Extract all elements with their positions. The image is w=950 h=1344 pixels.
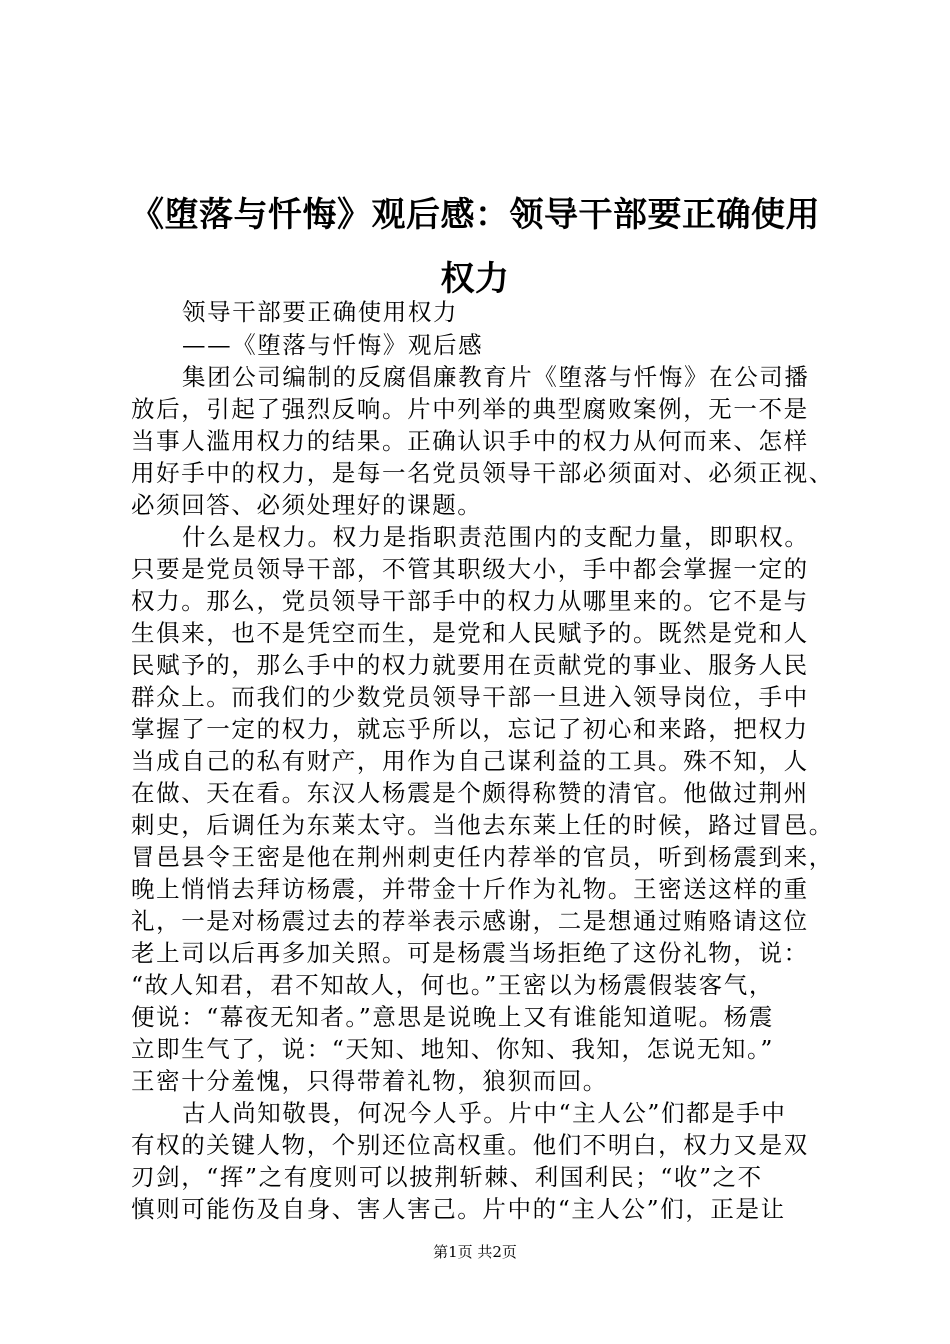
title-line-1: 《堕落与忏悔》观后感：领导干部要正确使用 bbox=[130, 195, 820, 235]
paragraph-1-line: 用好手中的权力，是每一名党员领导干部必须面对、必须正视、 bbox=[131, 459, 834, 487]
paragraph-2-line: 什么是权力。权力是指职责范围内的支配力量，即职权。 bbox=[182, 523, 810, 551]
paragraph-3-line: 刃剑，“挥”之有度则可以披荆斩棘、利国利民；“收”之不 bbox=[131, 1163, 763, 1191]
subtitle-sub: ——《堕落与忏悔》观后感 bbox=[182, 331, 484, 359]
paragraph-1-line: 必须回答、必须处理好的课题。 bbox=[131, 491, 483, 519]
paragraph-2-line: 王密十分羞愧，只得带着礼物，狼狈而回。 bbox=[131, 1067, 608, 1095]
paragraph-2-line: “故人知君，君不知故人，何也。”王密以为杨震假装客气， bbox=[131, 971, 774, 999]
page-number-footer: 第1页 共2页 bbox=[433, 1243, 517, 1261]
paragraph-2-line: 老上司以后再多加关照。可是杨震当场拒绝了这份礼物，说： bbox=[131, 939, 809, 967]
paragraph-2-line: 礼，一是对杨震过去的荐举表示感谢，二是想通过贿赂请这位 bbox=[131, 907, 809, 935]
paragraph-2-line: 当成自己的私有财产，用作为自己谋利益的工具。殊不知，人 bbox=[131, 747, 809, 775]
paragraph-2-line: 晚上悄悄去拜访杨震，并带金十斤作为礼物。王密送这样的重 bbox=[131, 875, 809, 903]
paragraph-1-line: 放后，引起了强烈反响。片中列举的典型腐败案例，无一不是 bbox=[131, 395, 809, 423]
paragraph-2-line: 立即生气了，说：“天知、地知、你知、我知，怎说无知。” bbox=[131, 1035, 774, 1063]
paragraph-2-line: 掌握了一定的权力，就忘乎所以，忘记了初心和来路，把权力 bbox=[131, 715, 809, 743]
title-line-2: 权力 bbox=[440, 259, 510, 299]
paragraph-2-line: 在做、天在看。东汉人杨震是个颇得称赞的清官。他做过荆州 bbox=[131, 779, 809, 807]
paragraph-3-line: 有权的关键人物，个别还位高权重。他们不明白，权力又是双 bbox=[131, 1131, 809, 1159]
paragraph-2-line: 便说：“幕夜无知者。”意思是说晚上又有谁能知道呢。杨震 bbox=[131, 1003, 774, 1031]
subtitle-main: 领导干部要正确使用权力 bbox=[182, 298, 459, 326]
document-title bbox=[100, 183, 850, 311]
paragraph-3-line: 慎则可能伤及自身、害人害己。片中的“主人公”们，正是让 bbox=[131, 1195, 786, 1223]
paragraph-2-line: 权力。那么，党员领导干部手中的权力从哪里来的。它不是与 bbox=[131, 587, 809, 615]
paragraph-2-line: 冒邑县令王密是他在荆州刺吏任内荐举的官员，听到杨震到来， bbox=[131, 843, 834, 871]
paragraph-1-line: 集团公司编制的反腐倡廉教育片《堕落与忏悔》在公司播 bbox=[182, 363, 810, 391]
paragraph-2-line: 群众上。而我们的少数党员领导干部一旦进入领导岗位，手中 bbox=[131, 683, 809, 711]
paragraph-1-line: 当事人滥用权力的结果。正确认识手中的权力从何而来、怎样 bbox=[131, 427, 809, 455]
paragraph-2-line: 刺史，后调任为东莱太守。当他去东莱上任的时候，路过冒邑。 bbox=[131, 811, 834, 839]
paragraph-2-line: 只要是党员领导干部，不管其职级大小，手中都会掌握一定的 bbox=[131, 555, 809, 583]
paragraph-3-line: 古人尚知敬畏，何况今人乎。片中“主人公”们都是手中 bbox=[182, 1099, 787, 1127]
paragraph-2-line: 生俱来，也不是凭空而生，是党和人民赋予的。既然是党和人 bbox=[131, 619, 809, 647]
paragraph-2-line: 民赋予的，那么手中的权力就要用在贡献党的事业、服务人民 bbox=[131, 651, 809, 679]
